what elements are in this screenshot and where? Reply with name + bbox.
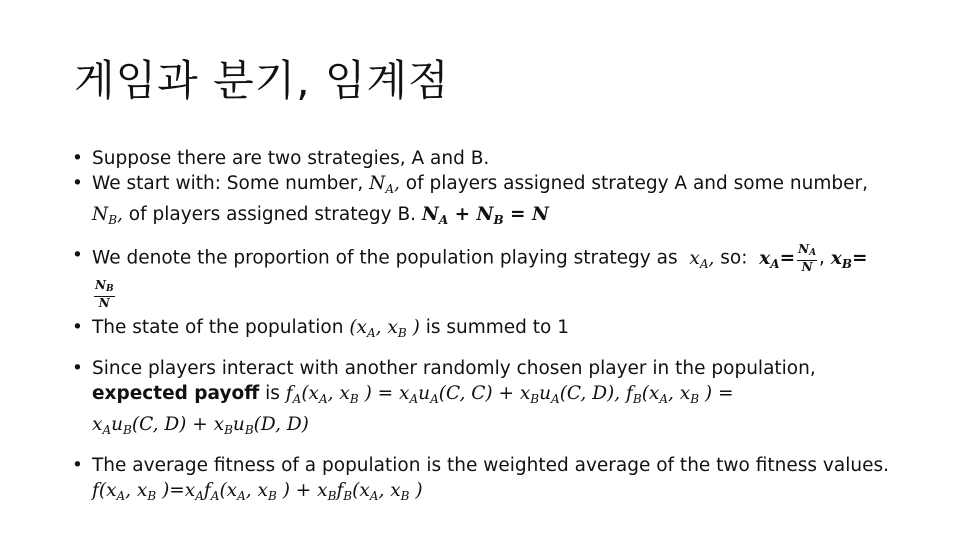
bullet-text: The state of the population	[92, 316, 344, 338]
bullet-text: of players assigned strategy B.	[128, 204, 417, 225]
bullet-start	[72, 171, 892, 233]
bullet-text: We denote the proportion of the population playing strategy as	[92, 247, 678, 269]
bullet-payoff	[72, 356, 892, 443]
bullet-text: of players assigned strategy A and some number,	[405, 173, 868, 194]
bullet-text: Suppose there are two strategies, A and B.	[92, 148, 490, 169]
slide-title: 게임과 분기, 임계점	[74, 56, 450, 105]
bullet-list	[72, 146, 892, 509]
bullet-text: Since players interact with another randomly chosen player in the population,	[92, 357, 816, 379]
math-xa: $x_A$,	[689, 247, 715, 271]
fraction-line	[92, 277, 892, 315]
math-sum: $N_A + N_B = N$	[421, 204, 549, 227]
bullet-strategies	[72, 146, 892, 171]
bullet-text: so:	[720, 247, 748, 269]
math-xb-eq: $x_B=$	[830, 247, 868, 271]
bullet-fitness	[72, 453, 892, 509]
math-fitness: $f(x_A$, $x_B$ )$=x_Af_A(x_A$, $x_B$ ) + $x_Bf_B(x_A$, $x_B$ )	[92, 479, 423, 503]
bullet-proportion: • We denote the proportion of the population playing strategy as $x_A$, so: $x_A=$ $\frac{N_A}{N}$ , $x_B=$ $\frac{N_B}{N}$	[72, 243, 892, 315]
bullet-text: is	[265, 382, 280, 404]
bullet-text: is summed to 1	[425, 316, 569, 338]
math-payoff-line1: $f_A(x_A$, $x_B$ ) = $x_Au_A(C$, $C) + x_Bu_A(C$, D), $f_B(x_A$, $x_B$ ) =	[285, 382, 734, 406]
math-na: $N_A$,	[369, 173, 400, 196]
math-xa-eq: $x_A=$	[759, 247, 796, 271]
bold-term: expected payoff	[92, 382, 260, 404]
fraction-na-n: $\frac{N_A}{N}$	[798, 242, 817, 274]
fraction-nb-n: $\frac{N_B}{N}$	[95, 277, 114, 310]
math-state: ($x_A$, $x_B$ )	[349, 316, 420, 340]
bullet-text: The average fitness of a population is the weighted average of the two fitness values.	[92, 454, 889, 476]
bullet-text: We start with: Some number,	[92, 173, 364, 194]
math-nb: $N_B$,	[92, 204, 123, 227]
bullet-state	[72, 315, 892, 346]
math-payoff-line2: $x_Au_B(C$, $D) + x_Bu_B(D$, D)	[92, 413, 309, 437]
